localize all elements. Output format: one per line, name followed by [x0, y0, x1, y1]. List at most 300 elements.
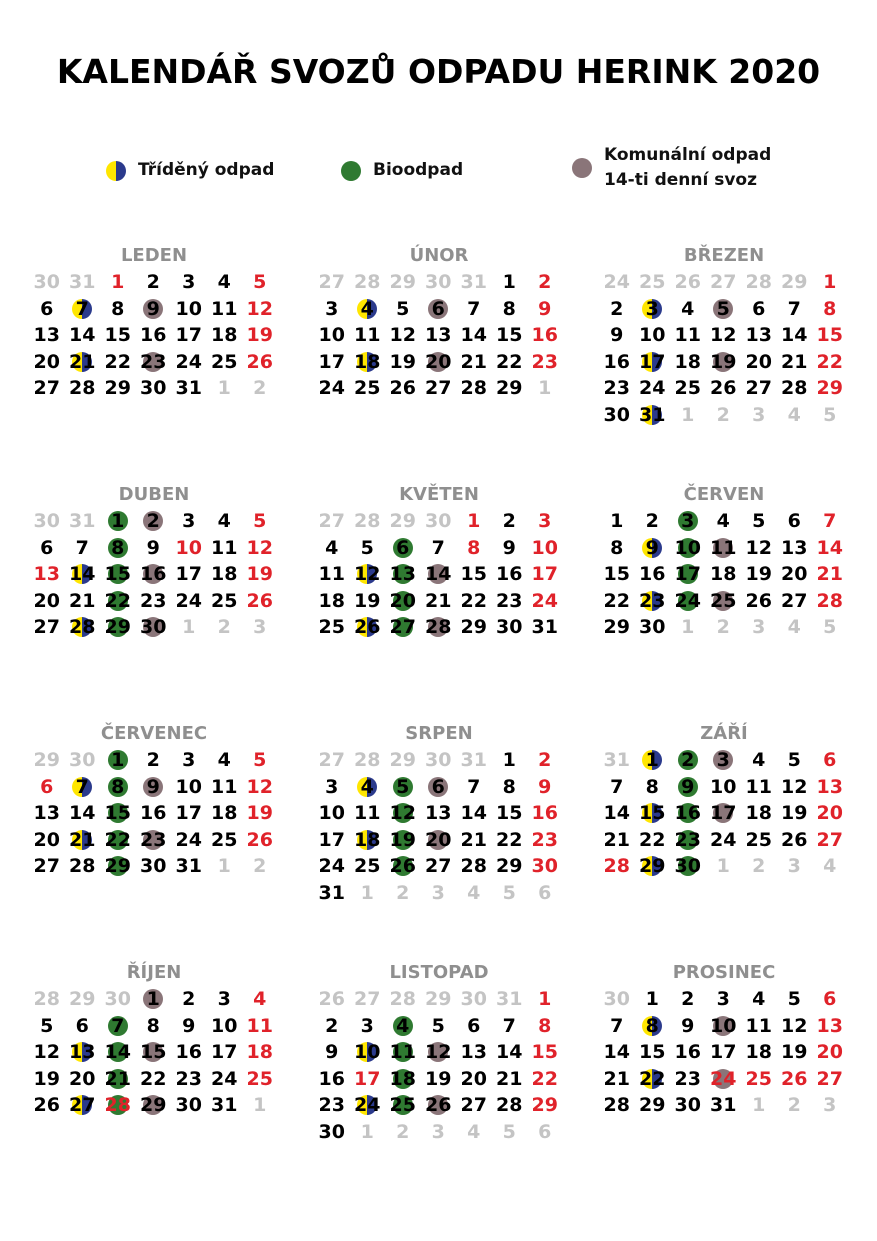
day-number: 9 — [681, 1014, 695, 1037]
day-number: 26 — [354, 616, 381, 638]
day-number: 1 — [645, 988, 659, 1010]
day-cell — [777, 1092, 813, 1119]
day-cell — [599, 535, 635, 562]
day-cell — [350, 800, 386, 827]
day-cell — [670, 269, 706, 296]
day-number: 17 — [710, 802, 737, 824]
day-number: 1 — [111, 749, 125, 771]
day-cell — [29, 1013, 65, 1040]
day-number: 20 — [460, 1067, 487, 1090]
day-cell — [777, 296, 813, 323]
day-number: 11 — [745, 775, 772, 798]
day-number: 31 — [318, 881, 345, 904]
day-number: 27 — [318, 271, 345, 293]
day-cell — [777, 561, 813, 588]
day-cell — [527, 508, 563, 535]
day-number: 1 — [645, 749, 659, 771]
day-cell — [171, 986, 207, 1013]
day-cell — [207, 508, 243, 535]
day-number: 30 — [603, 988, 630, 1010]
month-name: ZÁŘÍ — [700, 723, 748, 744]
day-number: 10 — [318, 802, 345, 824]
day-cell — [385, 880, 421, 907]
day-number: 29 — [639, 855, 666, 877]
day-cell — [171, 349, 207, 376]
day-number: 23 — [496, 589, 523, 612]
day-cell — [741, 747, 777, 774]
day-number: 15 — [140, 1041, 167, 1063]
day-number: 17 — [175, 563, 202, 585]
day-cell — [242, 853, 278, 880]
day-cell — [741, 296, 777, 323]
day-number: 28 — [460, 855, 487, 877]
day-number: 3 — [645, 297, 659, 320]
day-cell — [350, 1039, 386, 1066]
day-number: 17 — [318, 828, 345, 851]
day-cell — [492, 322, 528, 349]
day-number: 7 — [502, 1014, 516, 1037]
day-number: 1 — [182, 616, 196, 638]
day-cell — [492, 535, 528, 562]
day-cell — [777, 402, 813, 429]
month-9 — [599, 721, 849, 880]
day-number: 12 — [781, 1014, 808, 1037]
day-cell — [741, 1066, 777, 1093]
day-cell — [136, 561, 172, 588]
day-number: 24 — [175, 350, 202, 373]
day-cell — [812, 827, 848, 854]
day-cell — [171, 322, 207, 349]
day-number: 1 — [502, 271, 516, 293]
day-number: 29 — [603, 616, 630, 638]
day-number: 1 — [716, 855, 730, 877]
day-cell — [635, 827, 671, 854]
legend-communal — [572, 143, 771, 193]
day-number: 19 — [246, 802, 273, 824]
day-number: 1 — [111, 510, 125, 532]
day-cell — [741, 614, 777, 641]
day-cell — [812, 1039, 848, 1066]
day-cell — [350, 747, 386, 774]
day-number: 13 — [816, 775, 843, 798]
day-number: 26 — [246, 828, 273, 851]
day-cell — [350, 853, 386, 880]
day-cell — [812, 614, 848, 641]
day-number: 24 — [354, 1094, 381, 1116]
day-cell — [314, 269, 350, 296]
day-cell — [350, 880, 386, 907]
day-cell — [527, 774, 563, 801]
day-number: 29 — [389, 271, 416, 293]
day-cell — [706, 1092, 742, 1119]
day-cell — [777, 535, 813, 562]
day-cell — [385, 349, 421, 376]
month-10 — [29, 960, 279, 1119]
day-number: 4 — [467, 1120, 481, 1143]
day-cell — [29, 269, 65, 296]
day-cell — [65, 508, 101, 535]
day-cell — [207, 375, 243, 402]
day-number: 22 — [140, 1067, 167, 1090]
day-number: 27 — [354, 988, 381, 1010]
day-number: 20 — [389, 589, 416, 612]
day-number: 4 — [325, 536, 339, 559]
day-number: 28 — [745, 271, 772, 293]
day-cell — [65, 1013, 101, 1040]
day-cell — [29, 747, 65, 774]
day-cell — [29, 1066, 65, 1093]
day-cell — [812, 986, 848, 1013]
day-cell — [635, 800, 671, 827]
day-number: 31 — [603, 749, 630, 771]
day-cell — [385, 1119, 421, 1146]
day-number: 24 — [603, 271, 630, 293]
day-number: 21 — [69, 350, 96, 373]
month-name: BŘEZEN — [683, 245, 765, 266]
day-number: 5 — [253, 749, 267, 771]
day-number: 31 — [460, 271, 487, 293]
day-number: 29 — [69, 988, 96, 1010]
day-number: 27 — [318, 749, 345, 771]
day-number: 9 — [146, 536, 160, 559]
day-number: 6 — [431, 775, 445, 798]
day-number: 2 — [538, 749, 552, 771]
day-number: 25 — [211, 350, 238, 373]
day-number: 19 — [781, 1041, 808, 1063]
day-cell — [599, 800, 635, 827]
day-number: 19 — [246, 563, 273, 585]
day-cell — [492, 747, 528, 774]
day-cell — [171, 774, 207, 801]
day-cell — [421, 1119, 457, 1146]
day-number: 11 — [211, 775, 238, 798]
day-cell — [242, 614, 278, 641]
day-cell — [456, 1039, 492, 1066]
day-cell — [527, 1066, 563, 1093]
day-cell — [527, 322, 563, 349]
day-number: 2 — [396, 881, 410, 904]
day-cell — [777, 588, 813, 615]
day-number: 2 — [787, 1094, 801, 1116]
day-number: 23 — [674, 828, 701, 851]
day-cell — [385, 1092, 421, 1119]
day-number: 30 — [140, 377, 167, 399]
day-number: 9 — [146, 297, 160, 320]
day-number: 9 — [325, 1041, 339, 1063]
days-grid — [314, 747, 564, 906]
month-name: PROSINEC — [672, 962, 776, 983]
day-number: 8 — [823, 297, 837, 320]
days-grid — [599, 508, 849, 641]
day-cell — [65, 614, 101, 641]
day-number: 12 — [781, 775, 808, 798]
day-cell — [242, 1039, 278, 1066]
day-cell — [421, 986, 457, 1013]
day-number: 11 — [389, 1041, 416, 1063]
day-cell — [136, 1092, 172, 1119]
day-number: 1 — [467, 510, 481, 532]
day-number: 9 — [538, 297, 552, 320]
day-number: 11 — [710, 536, 737, 559]
legend-sorted — [106, 158, 274, 183]
day-number: 7 — [75, 775, 89, 798]
day-number: 26 — [781, 828, 808, 851]
month-name: LEDEN — [120, 245, 188, 266]
day-cell — [242, 561, 278, 588]
day-cell — [812, 774, 848, 801]
day-number: 25 — [710, 589, 737, 612]
day-cell — [670, 588, 706, 615]
day-cell — [706, 986, 742, 1013]
day-cell — [527, 747, 563, 774]
day-number: 5 — [787, 749, 801, 771]
day-number: 27 — [69, 1094, 96, 1116]
day-cell — [812, 1013, 848, 1040]
day-cell — [777, 747, 813, 774]
day-cell — [65, 296, 101, 323]
day-cell — [421, 774, 457, 801]
day-number: 14 — [496, 1041, 523, 1063]
day-cell — [100, 1039, 136, 1066]
day-cell — [171, 800, 207, 827]
day-number: 27 — [318, 510, 345, 532]
month-name: ČERVENEC — [100, 723, 208, 744]
day-number: 15 — [639, 802, 666, 824]
day-number: 5 — [716, 297, 730, 320]
day-number: 25 — [246, 1067, 273, 1090]
day-number: 12 — [389, 324, 416, 346]
day-number: 3 — [360, 1014, 374, 1037]
day-number: 2 — [502, 510, 516, 532]
day-number: 19 — [33, 1067, 60, 1090]
day-cell — [242, 269, 278, 296]
day-number: 3 — [787, 855, 801, 877]
month-8 — [314, 721, 564, 906]
day-number: 5 — [502, 881, 516, 904]
day-cell — [599, 614, 635, 641]
day-cell — [421, 747, 457, 774]
day-cell — [492, 561, 528, 588]
day-cell — [207, 853, 243, 880]
day-cell — [29, 774, 65, 801]
day-number: 27 — [425, 855, 452, 877]
day-cell — [492, 296, 528, 323]
day-cell — [29, 827, 65, 854]
day-number: 15 — [531, 1041, 558, 1063]
day-number: 2 — [182, 988, 196, 1010]
day-cell — [207, 827, 243, 854]
day-number: 19 — [745, 563, 772, 585]
days-grid — [599, 747, 849, 880]
day-number: 29 — [389, 510, 416, 532]
day-number: 1 — [681, 403, 695, 426]
day-cell — [492, 880, 528, 907]
day-number: 5 — [823, 403, 837, 426]
day-cell — [599, 588, 635, 615]
day-number: 18 — [674, 350, 701, 373]
day-number: 31 — [460, 749, 487, 771]
day-number: 1 — [823, 271, 837, 293]
day-cell — [29, 1039, 65, 1066]
day-cell — [456, 800, 492, 827]
day-cell — [314, 880, 350, 907]
day-cell — [492, 269, 528, 296]
day-number: 20 — [816, 802, 843, 824]
day-cell — [777, 349, 813, 376]
day-cell — [421, 375, 457, 402]
day-number: 22 — [104, 828, 131, 851]
day-number: 31 — [175, 377, 202, 399]
day-number: 12 — [33, 1041, 60, 1063]
day-cell — [706, 561, 742, 588]
day-cell — [635, 614, 671, 641]
day-cell — [741, 1013, 777, 1040]
day-number: 5 — [396, 775, 410, 798]
day-number: 15 — [460, 563, 487, 585]
day-cell — [527, 375, 563, 402]
day-cell — [635, 1013, 671, 1040]
day-cell — [777, 614, 813, 641]
day-number: 8 — [111, 297, 125, 320]
day-number: 3 — [217, 988, 231, 1010]
day-number: 8 — [502, 775, 516, 798]
day-cell — [670, 614, 706, 641]
day-number: 7 — [610, 775, 624, 798]
day-cell — [136, 986, 172, 1013]
day-cell — [385, 508, 421, 535]
day-number: 10 — [710, 1014, 737, 1037]
day-cell — [29, 508, 65, 535]
day-number: 7 — [111, 1014, 125, 1037]
day-number: 9 — [538, 775, 552, 798]
month-1 — [29, 243, 279, 402]
day-number: 28 — [354, 749, 381, 771]
day-cell — [385, 322, 421, 349]
day-number: 2 — [681, 749, 695, 771]
day-number: 24 — [639, 377, 666, 399]
day-number: 26 — [389, 377, 416, 399]
day-cell — [527, 800, 563, 827]
day-number: 29 — [496, 377, 523, 399]
day-number: 2 — [645, 510, 659, 532]
day-number: 16 — [639, 563, 666, 585]
day-cell — [741, 774, 777, 801]
day-cell — [171, 296, 207, 323]
day-number: 1 — [752, 1094, 766, 1116]
day-cell — [670, 535, 706, 562]
day-number: 11 — [246, 1014, 273, 1037]
day-number: 14 — [69, 802, 96, 824]
day-number: 11 — [354, 802, 381, 824]
day-number: 31 — [69, 510, 96, 532]
day-number: 26 — [710, 377, 737, 399]
day-cell — [812, 747, 848, 774]
day-cell — [456, 1092, 492, 1119]
day-number: 14 — [781, 324, 808, 346]
day-number: 3 — [431, 1120, 445, 1143]
day-number: 12 — [745, 536, 772, 559]
day-cell — [314, 561, 350, 588]
day-number: 17 — [211, 1041, 238, 1063]
day-number: 16 — [140, 324, 167, 346]
day-cell — [350, 561, 386, 588]
day-number: 10 — [710, 775, 737, 798]
day-cell — [171, 1039, 207, 1066]
day-cell — [812, 375, 848, 402]
day-cell — [492, 853, 528, 880]
day-number: 28 — [603, 855, 630, 877]
day-number: 29 — [104, 616, 131, 638]
day-cell — [599, 402, 635, 429]
day-cell — [812, 1092, 848, 1119]
day-number: 26 — [425, 1094, 452, 1116]
day-number: 7 — [431, 536, 445, 559]
day-number: 4 — [217, 510, 231, 532]
day-cell — [385, 1039, 421, 1066]
day-cell — [207, 1066, 243, 1093]
day-number: 12 — [425, 1041, 452, 1063]
day-cell — [812, 588, 848, 615]
day-number: 1 — [253, 1094, 267, 1116]
day-cell — [171, 614, 207, 641]
day-cell — [741, 1092, 777, 1119]
day-cell — [385, 296, 421, 323]
day-number: 11 — [674, 324, 701, 346]
day-number: 9 — [645, 536, 659, 559]
day-number: 14 — [603, 802, 630, 824]
day-number: 1 — [610, 510, 624, 532]
day-cell — [65, 747, 101, 774]
day-number: 10 — [175, 775, 202, 798]
day-cell — [421, 296, 457, 323]
day-cell — [350, 508, 386, 535]
day-cell — [136, 774, 172, 801]
day-number: 20 — [745, 350, 772, 373]
day-cell — [706, 322, 742, 349]
day-cell — [527, 535, 563, 562]
day-number: 2 — [146, 749, 160, 771]
day-cell — [492, 349, 528, 376]
day-number: 1 — [111, 271, 125, 293]
day-cell — [492, 1119, 528, 1146]
day-cell — [242, 986, 278, 1013]
bio-waste-dot-icon — [341, 161, 361, 181]
day-number: 1 — [538, 988, 552, 1010]
day-number: 10 — [211, 1014, 238, 1037]
day-number: 1 — [502, 749, 516, 771]
day-cell — [350, 375, 386, 402]
day-cell — [385, 774, 421, 801]
day-number: 31 — [639, 403, 666, 426]
day-cell — [65, 986, 101, 1013]
day-number: 29 — [425, 988, 452, 1010]
day-number: 8 — [645, 775, 659, 798]
day-number: 5 — [40, 1014, 54, 1037]
day-cell — [670, 375, 706, 402]
day-number: 20 — [816, 1041, 843, 1063]
day-cell — [527, 986, 563, 1013]
day-number: 5 — [360, 536, 374, 559]
day-number: 3 — [253, 616, 267, 638]
day-number: 10 — [175, 297, 202, 320]
day-number: 29 — [496, 855, 523, 877]
day-number: 27 — [389, 616, 416, 638]
day-cell — [242, 508, 278, 535]
day-number: 23 — [674, 1067, 701, 1090]
day-number: 18 — [318, 589, 345, 612]
day-number: 10 — [318, 324, 345, 346]
day-number: 17 — [354, 1067, 381, 1090]
